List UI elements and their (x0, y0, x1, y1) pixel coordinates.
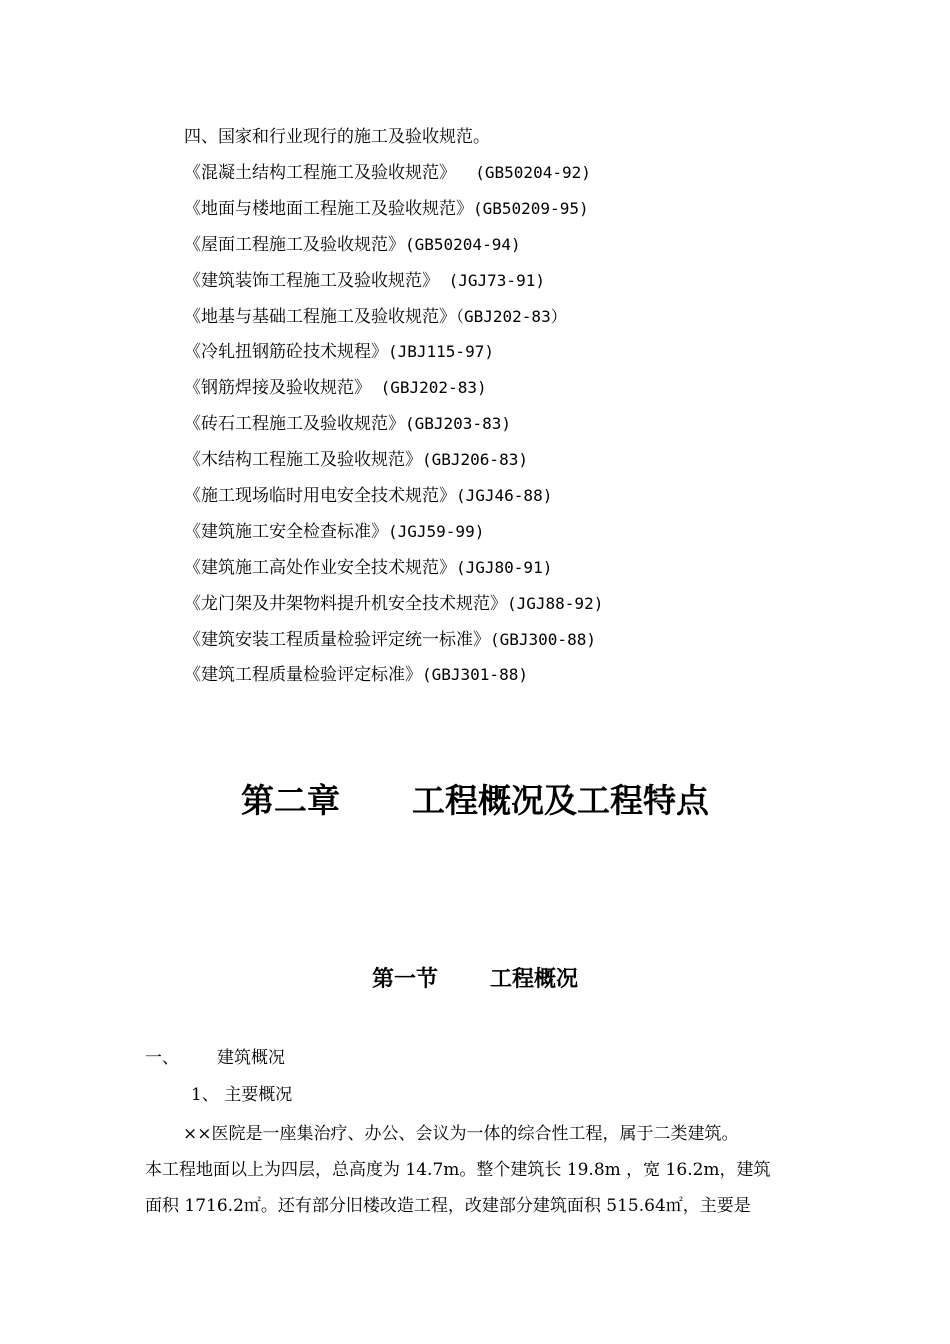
standard-item (184, 484, 603, 520)
standard-code: (GBJ301-88) (422, 665, 528, 685)
standard-code: (GB50204-94) (405, 234, 521, 254)
standard-code: (JGJ80-91) (456, 557, 553, 577)
standard-code: (JGJ88-92) (507, 593, 604, 613)
paragraph-line: 本工程地面以上为四层，总高度为 14.7m。整个建筑长 19.8m ，宽 16.2m，建筑 (145, 1160, 771, 1180)
standard-code: (JGJ73-91) (439, 270, 545, 290)
standard-title: 《建筑施工安全检查标准》 (184, 521, 388, 542)
standard-code: (GBJ206-83) (422, 450, 528, 470)
standard-item (184, 592, 603, 628)
standard-item (184, 197, 603, 233)
standard-item (184, 663, 603, 699)
standard-title: 《建筑装饰工程施工及验收规范》 (184, 270, 439, 291)
chapter-name: 工程概况及工程特点 (412, 781, 709, 820)
standard-code: （GBJ202-83） (456, 306, 567, 326)
standard-code: (JBJ115-97) (388, 342, 494, 362)
standard-title: 《建筑安装工程质量检验评定统一标准》 (184, 629, 490, 650)
standard-title: 《施工现场临时用电安全技术规范》 (184, 486, 456, 507)
overview-paragraph (145, 1116, 815, 1224)
standard-title: 《建筑工程质量检验评定标准》 (184, 665, 422, 686)
standard-item (184, 161, 603, 197)
paragraph-line: ××医院是一座集治疗、办公、会议为一体的综合性工程，属于二类建筑。 (183, 1124, 739, 1144)
subsubsection-heading: 1、 主要概况 (191, 1085, 293, 1105)
subsection-name: 建筑概况 (217, 1048, 285, 1068)
standard-item (184, 340, 603, 376)
standard-item (184, 628, 603, 664)
standard-code: (GBJ203-83) (405, 414, 511, 434)
standard-item (184, 556, 603, 592)
standard-title: 《钢筋焊接及验收规范》 (184, 378, 371, 399)
standard-code: (JGJ59-99) (388, 521, 485, 541)
standard-title: 《冷轧扭钢筋砼技术规程》 (184, 342, 388, 363)
standard-title: 《木结构工程施工及验收规范》 (184, 450, 422, 471)
standard-title: 《屋面工程施工及验收规范》 (184, 234, 405, 255)
standard-item (184, 376, 603, 412)
chapter-number: 第二章 (241, 781, 340, 820)
standard-code: (GBJ202-83) (371, 378, 487, 398)
standard-title: 《龙门架及井架物料提升机安全技术规范》 (184, 593, 507, 614)
standard-title: 《砖石工程施工及验收规范》 (184, 414, 405, 435)
standard-item (184, 412, 603, 448)
standard-item (184, 233, 603, 269)
standards-list (184, 161, 603, 699)
standard-title: 《地基与基础工程施工及验收规范》 (184, 306, 456, 327)
standard-code: (GB50209-95) (473, 198, 589, 218)
standards-heading: 四、国家和行业现行的施工及验收规范。 (184, 127, 490, 147)
paragraph-line: 面积 1716.2㎡。还有部分旧楼改造工程，改建部分建筑面积 515.64㎡，主要是 (145, 1196, 751, 1216)
subsection-heading (145, 1045, 285, 1071)
standard-code: (GB50204-92) (456, 163, 591, 182)
subsection-number: 一、 (145, 1048, 179, 1068)
section-name: 工程概况 (490, 967, 579, 992)
section-title (0, 963, 950, 997)
standard-title: 《地面与楼地面工程施工及验收规范》 (184, 198, 473, 219)
standard-item (184, 520, 603, 556)
standard-item (184, 305, 603, 341)
section-number: 第一节 (371, 967, 438, 992)
chapter-title (0, 776, 950, 826)
standard-item (184, 448, 603, 484)
standard-title: 《建筑施工高处作业安全技术规范》 (184, 557, 456, 578)
standard-code: (GBJ300-88) (490, 629, 596, 649)
standard-title: 《混凝土结构工程施工及验收规范》 (184, 163, 456, 183)
standard-item (184, 269, 603, 305)
standard-code: (JGJ46-88) (456, 486, 553, 506)
